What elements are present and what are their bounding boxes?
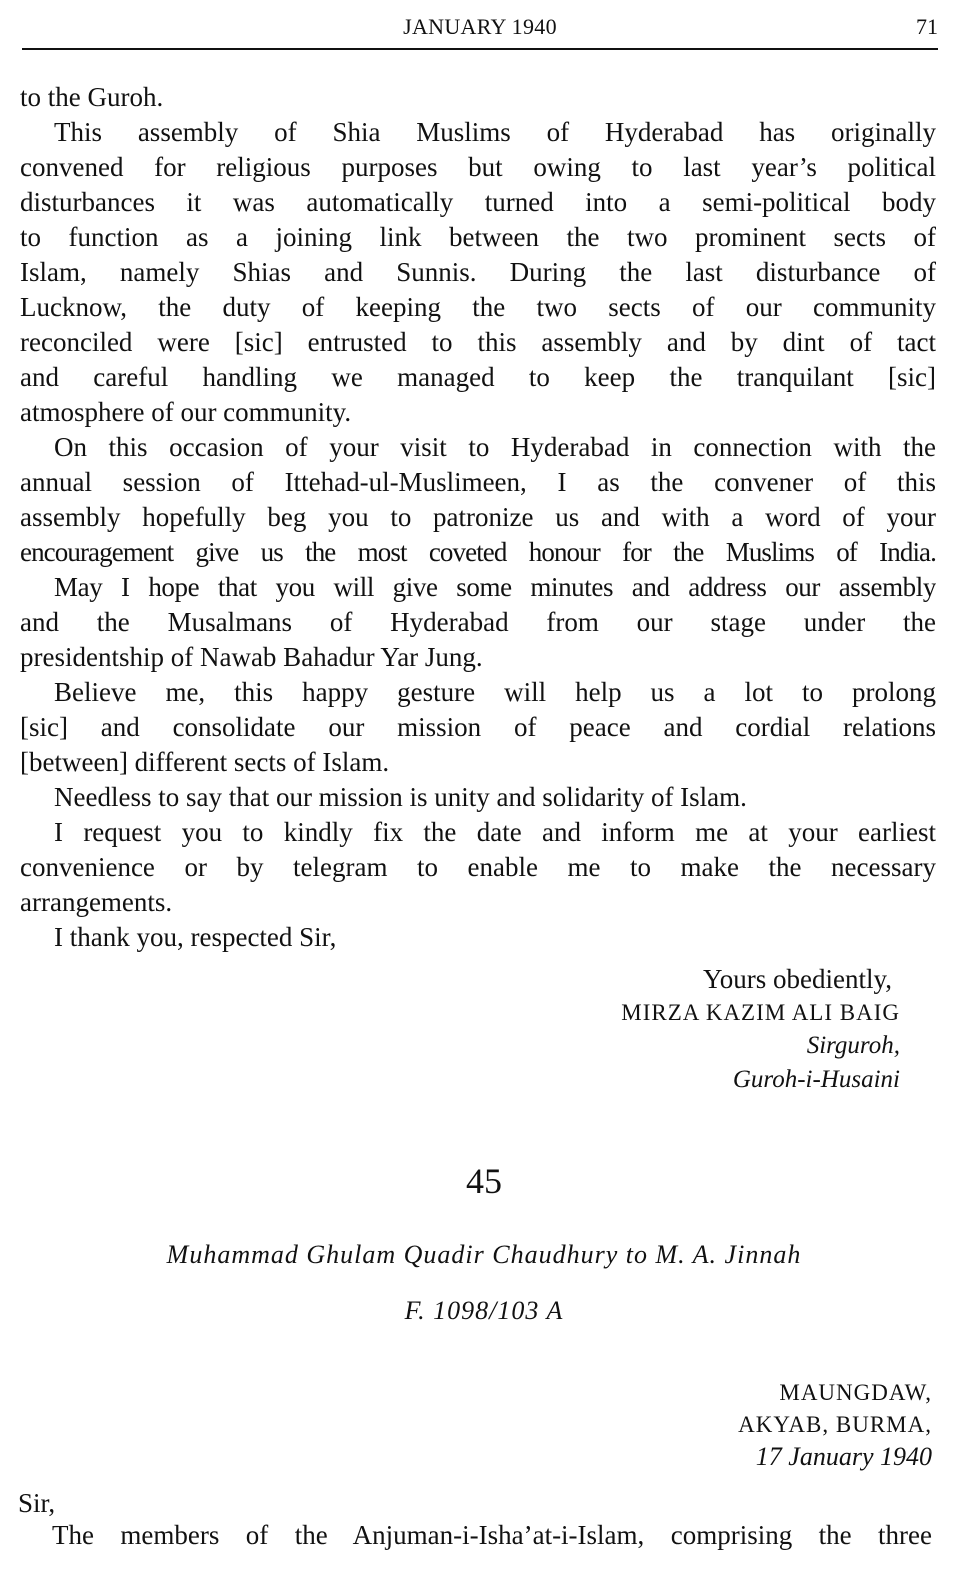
body-line: assembly hopefully beg you to patronize us and with a word of your	[20, 502, 936, 532]
salutation: Sir,	[18, 1488, 56, 1518]
document-number: 45	[466, 1161, 502, 1201]
body-line: convened for religious purposes but owing to last year’s political	[20, 152, 936, 182]
body-line: and careful handling we managed to keep the tranquilant [sic]	[20, 362, 936, 392]
body-line: May I hope that you will give some minutes and address our assembly	[54, 572, 936, 602]
body-line: I request you to kindly fix the date and inform me at your earliest	[54, 817, 936, 847]
address-line: MAUNGDAW,	[779, 1380, 932, 1405]
signatory-name: MIRZA KAZIM ALI BAIG	[621, 1000, 900, 1025]
letter-date: 17 January 1940	[755, 1442, 932, 1471]
running-header	[22, 10, 938, 50]
body-line: Islam, namely Shias and Sunnis. During the last disturbance of	[20, 257, 936, 287]
body-line: arrangements.	[20, 887, 173, 917]
header-divider	[22, 48, 938, 50]
address-line: AKYAB, BURMA,	[738, 1412, 932, 1437]
running-header-title: JANUARY 1940	[403, 14, 557, 39]
body-line: disturbances it was automatically turned into a semi-political body	[20, 187, 936, 217]
file-reference: F. 1098/103 A	[404, 1296, 564, 1325]
body-line: presidentship of Nawab Bahadur Yar Jung.	[20, 642, 483, 672]
body-line: annual session of Ittehad-ul-Muslimeen, I as the convener of this	[20, 467, 936, 497]
signatory-title: Sirguroh,	[806, 1032, 900, 1059]
body-line: [between] different sects of Islam.	[20, 747, 390, 777]
body-line: Lucknow, the duty of keeping the two sects of our community	[20, 292, 936, 322]
body-line: On this occasion of your visit to Hyderabad in connection with the	[54, 432, 936, 462]
document-heading: Muhammad Ghulam Quadir Chaudhury to M. A. Jinnah	[166, 1240, 802, 1269]
signatory-organization: Guroh-i-Husaini	[732, 1066, 900, 1093]
body-line: convenience or by telegram to enable me to make the necessary	[20, 852, 936, 882]
body-line: The members of the Anjuman-i-Isha’at-i-Islam, comprising the three	[52, 1520, 932, 1550]
page-number: 71	[916, 14, 938, 39]
body-line: This assembly of Shia Muslims of Hyderabad has originally	[54, 117, 936, 147]
body-line: to the Guroh.	[20, 82, 164, 112]
body-line: to function as a joining link between the two prominent sects of	[20, 222, 936, 252]
body-line: and the Musalmans of Hyderabad from our stage under the	[20, 607, 936, 637]
letter-44-body	[20, 80, 936, 955]
body-line: [sic] and consolidate our mission of peace and cordial relations	[20, 712, 936, 742]
body-line: I thank you, respected Sir,	[54, 922, 337, 952]
body-line: Believe me, this happy gesture will help us a lot to prolong	[54, 677, 936, 707]
body-line: Needless to say that our mission is unity and solidarity of Islam.	[54, 782, 747, 812]
body-line: atmosphere of our community.	[20, 397, 352, 427]
body-line: encouragement give us the most coveted honour for the Muslims of India.	[20, 537, 936, 567]
body-line: reconciled were [sic] entrusted to this assembly and by dint of tact	[20, 327, 936, 357]
letter-closing: Yours obediently,	[702, 964, 892, 994]
